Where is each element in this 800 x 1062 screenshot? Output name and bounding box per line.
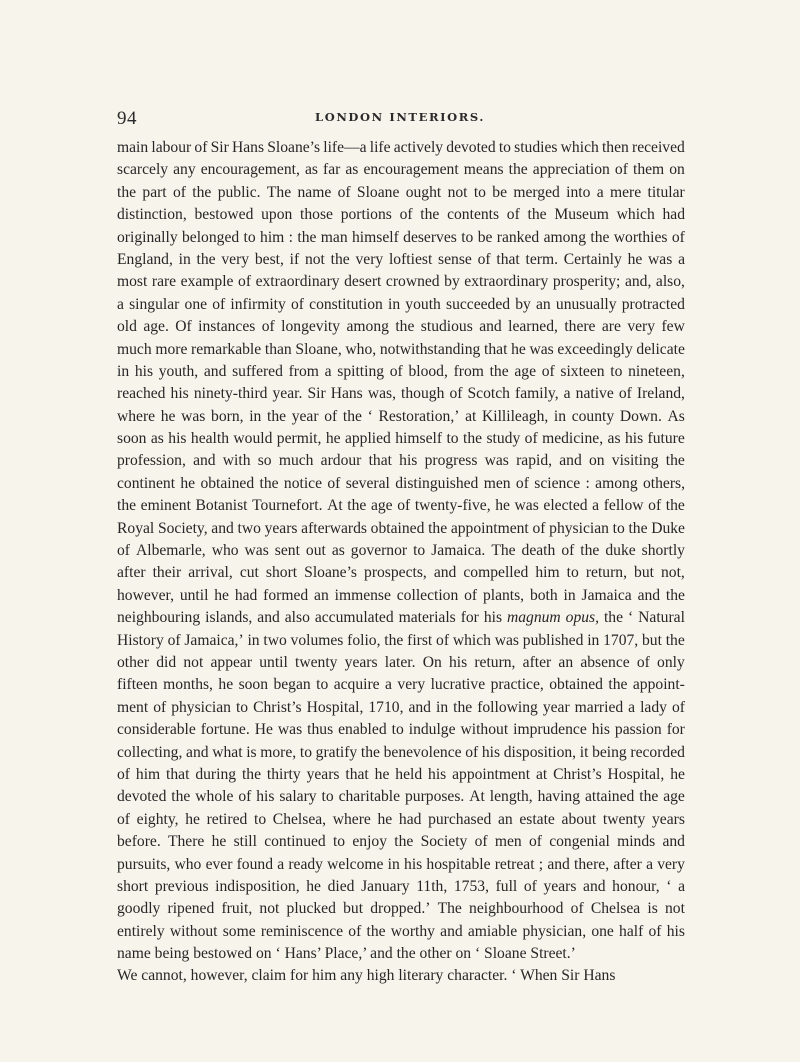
text-line: entirely without some reminiscence of the worthy and amiable physician, one half of his [117, 922, 685, 940]
text-line: pursuits, who ever found a ready welcome in his hospitable retreat ; and there, after a very [117, 855, 685, 873]
text-line: originally belonged to him : the man himself deserves to be ranked among the worthies of [117, 228, 685, 246]
text-line: of eighty, he retired to Chelsea, where he had purchased an estate about twenty years [117, 810, 685, 828]
text-line: however, until he had formed an immense collection of plants, both in Jamaica and the [117, 586, 685, 604]
text-line: most rare example of extraordinary desert crowned by extraordinary prosperity; and, also, [117, 273, 685, 291]
page-header [100, 108, 700, 134]
text-line: main labour of Sir Hans Sloane’s life—a life actively devoted to studies which then received [117, 139, 685, 156]
text-line: profession, and with so much ardour that his progress was rapid, and on visiting the [117, 452, 685, 470]
text-line: fifteen months, he soon began to acquire a very lucrative practice, obtained the appoint- [117, 676, 685, 694]
text-line: of him that during the thirty years that he held his appointment at Christ’s Hospital, he [117, 765, 685, 783]
text-line: old age. Of instances of longevity among the studious and learned, there are very few [117, 318, 685, 336]
text-line: after their arrival, cut short Sloane’s prospects, and compelled him to return, but not, [117, 564, 685, 582]
running-title: LONDON INTERIORS. [315, 110, 485, 124]
text-line: England, in the very best, if not the very loftiest sense of that term. Certainly he was a [117, 250, 685, 268]
text-line: the part of the public. The name of Sloane ought not to be merged into a mere titular [117, 183, 685, 201]
text-line: before. There he still continued to enjoy the Society of men of congenial minds and [117, 833, 685, 851]
text-line: name being bestowed on ‘ Hans’ Place,’ and the other on ‘ Sloane Street.’ [117, 945, 576, 963]
text-line: of Albemarle, who was sent out as governor to Jamaica. The death of the duke shortly [117, 542, 685, 560]
body-text [117, 137, 685, 988]
text-line: collecting, and what is more, to gratify the benevolence of his disposition, it being recorded [117, 743, 685, 761]
page-number: 94 [117, 108, 137, 129]
text-line: ment of physician to Christ’s Hospital, 1710, and in the following year married a lady of [117, 698, 685, 716]
text-line: other did not appear until twenty years later. On his return, after an absence of only [117, 653, 685, 671]
text-line: goodly ripened fruit, not plucked but dropped.’ The neighbourhood of Chelsea is not [117, 900, 685, 918]
text-line: where he was born, in the year of the ‘ Restoration,’ at Killileagh, in county Down. As [117, 407, 685, 425]
text-line: continent he obtained the notice of several distinguished men of science : among others, [117, 474, 685, 492]
text-line: reached his ninety-third year. Sir Hans was, though of Scotch family, a native of Ireland, [117, 385, 685, 403]
text-line: We cannot, however, claim for him any high literary character. ‘ When Sir Hans [117, 967, 616, 985]
text-line: a singular one of infirmity of constitution in youth succeeded by an unusually protracted [117, 295, 685, 313]
text-line: the eminent Botanist Tournefort. At the age of twenty-five, he was elected a fellow of the [117, 497, 685, 515]
text-line: scarcely any encouragement, as far as encouragement means the appreciation of them on [117, 161, 685, 179]
text-line: neighbouring islands, and also accumulated materials for his magnum opus, the ‘ Natural [117, 609, 685, 627]
text-line: History of Jamaica,’ in two volumes folio, the first of which was published in 1707, but the [117, 631, 685, 649]
text-line: Royal Society, and two years afterwards obtained the appointment of physician to the Duke [117, 519, 685, 537]
text-line: soon as his health would permit, he applied himself to the study of medicine, as his future [117, 430, 685, 448]
text-line: considerable fortune. He was thus enabled to indulge without imprudence his passion for [117, 721, 685, 739]
text-line: devoted the whole of his salary to charitable purposes. At length, having attained the age [117, 788, 685, 806]
text-line: distinction, bestowed upon those portions of the contents of the Museum which had [117, 206, 685, 224]
text-line: much more remarkable than Sloane, who, notwithstanding that he was exceedingly delicate [117, 340, 685, 358]
text-line: in his youth, and suffered from a spitting of blood, from the age of sixteen to nineteen, [117, 362, 685, 380]
text-line: short previous indisposition, he died January 11th, 1753, full of years and honour, ‘ a [117, 877, 685, 895]
